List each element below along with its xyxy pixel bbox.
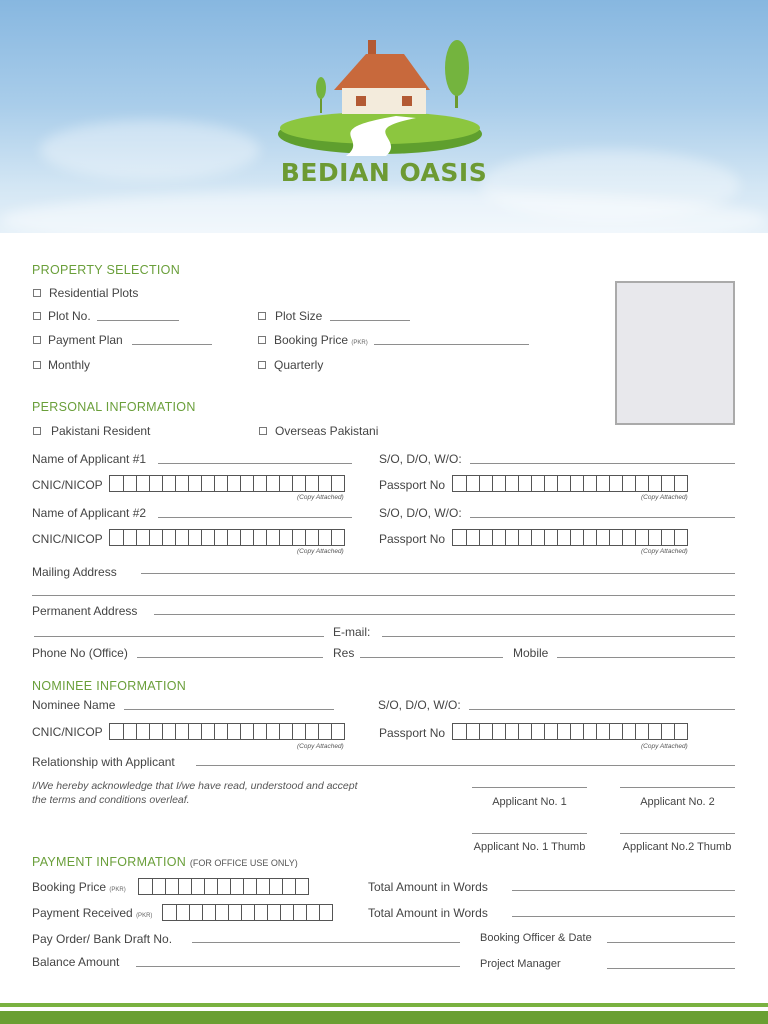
nominee-cnic-label: CNIC/NICOP	[32, 725, 103, 739]
mailing-address-field-2[interactable]	[32, 595, 735, 596]
brand-name: BEDIAN OASIS	[280, 158, 488, 187]
total-words-field-2[interactable]	[512, 916, 735, 917]
applicant1-thumb-label: Applicant No. 1 Thumb	[473, 841, 586, 853]
applicant1-passport-label: Passport No	[379, 478, 446, 492]
applicant2-relation-label: S/O, D/O, W/O:	[379, 506, 462, 520]
declaration-line-2: the terms and conditions overleaf.	[32, 794, 190, 806]
applicant2-passport-label: Passport No	[379, 532, 446, 546]
applicant2-cnic-label: CNIC/NICOP	[32, 532, 103, 546]
total-words-label-2: Total Amount in Words	[368, 906, 488, 920]
footer-stripe	[0, 1011, 768, 1024]
phone-office-label: Phone No (Office)	[32, 646, 128, 660]
applicant1-signature-label: Applicant No. 1	[492, 796, 567, 808]
overseas-pakistani-checkbox[interactable]	[259, 427, 267, 435]
booking-price-boxes[interactable]	[138, 878, 309, 895]
nominee-passport-label: Passport No	[379, 726, 446, 740]
plot-no-checkbox[interactable]	[33, 312, 41, 320]
plot-no-field[interactable]	[97, 320, 179, 321]
applicant1-signature-field[interactable]	[472, 787, 587, 788]
mobile-field[interactable]	[557, 657, 735, 658]
payment-plan-field[interactable]	[132, 344, 212, 345]
booking-price-field[interactable]	[374, 344, 529, 345]
copy-attached-note: (Copy Attached)	[641, 494, 688, 501]
applicant2-thumb-field[interactable]	[620, 833, 735, 834]
copy-attached-note: (Copy Attached)	[641, 548, 688, 555]
mailing-address-label: Mailing Address	[32, 565, 117, 579]
email-label: E-mail:	[333, 625, 371, 639]
booking-officer-label: Booking Officer & Date	[480, 932, 592, 944]
copy-attached-note: (Copy Attached)	[297, 494, 344, 501]
copy-attached-note: (Copy Attached)	[297, 743, 344, 750]
copy-attached-note: (Copy Attached)	[641, 743, 688, 750]
plot-size-label: Plot Size	[275, 309, 323, 323]
permanent-address-field[interactable]	[154, 614, 735, 615]
payment-plan-label: Payment Plan	[48, 333, 123, 347]
applicant1-name-label: Name of Applicant #1	[32, 452, 147, 466]
res-field[interactable]	[360, 657, 503, 658]
applicant1-passport-boxes[interactable]	[452, 475, 688, 492]
footer-stripe-thin	[0, 1003, 768, 1007]
applicant2-relation-field[interactable]	[470, 517, 735, 518]
applicant2-name-label: Name of Applicant #2	[32, 506, 147, 520]
booking-price-label: Booking Price (PKR)	[274, 333, 368, 347]
relationship-field[interactable]	[196, 765, 735, 766]
phone-office-field[interactable]	[137, 657, 323, 658]
mobile-label: Mobile	[513, 646, 549, 660]
declaration-text	[32, 779, 358, 807]
payment-plan-checkbox[interactable]	[33, 336, 41, 344]
applicant2-name-field[interactable]	[158, 517, 352, 518]
quarterly-label: Quarterly	[274, 358, 324, 372]
declaration-line-1: I/We hereby acknowledge that I/we have read, understood and accept	[32, 780, 358, 792]
applicant1-name-field[interactable]	[158, 463, 352, 464]
applicant2-signature-field[interactable]	[620, 787, 735, 788]
overseas-pakistani-label: Overseas Pakistani	[275, 424, 379, 438]
copy-attached-note: (Copy Attached)	[297, 548, 344, 555]
applicant1-cnic-boxes[interactable]	[109, 475, 345, 492]
applicant2-passport-boxes[interactable]	[452, 529, 688, 546]
res-label: Res	[333, 646, 355, 660]
applicant1-relation-field[interactable]	[470, 463, 735, 464]
nominee-name-label: Nominee Name	[32, 698, 116, 712]
monthly-label: Monthly	[48, 358, 91, 372]
pay-order-field[interactable]	[192, 942, 460, 943]
balance-amount-field[interactable]	[136, 966, 460, 967]
total-words-label-1: Total Amount in Words	[368, 880, 488, 894]
permanent-address-label: Permanent Address	[32, 604, 138, 618]
nominee-name-field[interactable]	[124, 709, 334, 710]
booking-price-checkbox[interactable]	[258, 336, 266, 344]
pay-order-label: Pay Order/ Bank Draft No.	[32, 932, 173, 946]
applicant1-cnic-label: CNIC/NICOP	[32, 478, 103, 492]
payment-received-label: Payment Received (PKR)	[32, 906, 153, 920]
monthly-checkbox[interactable]	[33, 361, 41, 369]
plot-no-label: Plot No.	[48, 309, 91, 323]
payment-section-title: PAYMENT INFORMATION (FOR OFFICE USE ONLY)	[32, 855, 298, 869]
nominee-section-title: NOMINEE INFORMATION	[32, 679, 187, 693]
total-words-field-1[interactable]	[512, 890, 735, 891]
residential-plots-label: Residential Plots	[49, 286, 139, 300]
quarterly-checkbox[interactable]	[258, 361, 266, 369]
mailing-address-field[interactable]	[141, 573, 735, 574]
nominee-passport-boxes[interactable]	[452, 723, 688, 740]
applicant2-thumb-label: Applicant No.2 Thumb	[622, 841, 732, 853]
applicant1-thumb-field[interactable]	[472, 833, 587, 834]
nominee-cnic-boxes[interactable]	[109, 723, 345, 740]
residential-plots-checkbox[interactable]	[33, 289, 41, 297]
project-manager-field[interactable]	[607, 968, 735, 969]
photo-box[interactable]	[615, 281, 735, 425]
applicant1-relation-label: S/O, D/O, W/O:	[379, 452, 462, 466]
relationship-label: Relationship with Applicant	[32, 755, 175, 769]
payment-received-boxes[interactable]	[162, 904, 333, 921]
header-banner	[0, 0, 768, 233]
applicant2-cnic-boxes[interactable]	[109, 529, 345, 546]
personal-section-title: PERSONAL INFORMATION	[32, 400, 196, 414]
nominee-relation-field[interactable]	[469, 709, 735, 710]
property-section-title: PROPERTY SELECTION	[32, 263, 181, 277]
booking-officer-field[interactable]	[607, 942, 735, 943]
applicant2-signature-label: Applicant No. 2	[640, 796, 715, 808]
plot-size-field[interactable]	[330, 320, 410, 321]
plot-size-checkbox[interactable]	[258, 312, 266, 320]
project-manager-label: Project Manager	[480, 958, 561, 970]
pakistani-resident-checkbox[interactable]	[33, 427, 41, 435]
email-field[interactable]	[382, 636, 735, 637]
payment-booking-price-label: Booking Price (PKR)	[32, 880, 126, 894]
nominee-relation-label: S/O, D/O, W/O:	[378, 698, 461, 712]
pakistani-resident-label: Pakistani Resident	[51, 424, 151, 438]
house-logo-icon	[276, 38, 492, 156]
permanent-address-field-2[interactable]	[34, 636, 324, 637]
balance-amount-label: Balance Amount	[32, 955, 120, 969]
